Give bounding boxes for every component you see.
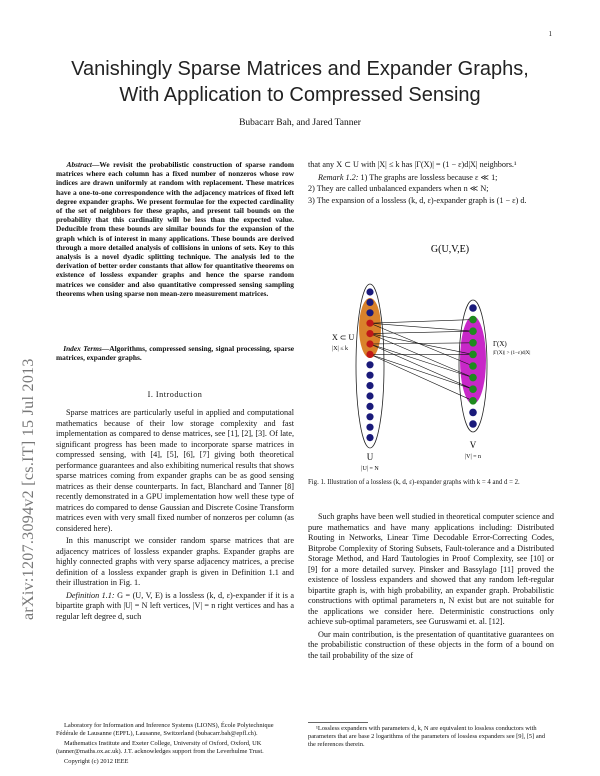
expander-graph-figure xyxy=(330,238,540,478)
title-line-2: With Application to Compressed Sensing xyxy=(119,84,481,106)
remark-item-1: 1) The graphs are lossless because ε ≪ 1; xyxy=(360,172,498,182)
neighbor-node xyxy=(469,316,477,324)
graph-edge xyxy=(370,344,473,389)
page-number: 1 xyxy=(548,30,552,38)
arxiv-identifier: arXiv:1207.3094v2 [cs.IT] 15 Jul 2013 xyxy=(20,358,37,620)
figure-caption: Fig. 1. Illustration of a lossless (k, d, ε)-expander graphs with k = 4 and d = 2. xyxy=(308,479,520,486)
graph-edge xyxy=(370,320,473,324)
right-set-sub: |Γ(X)| > (1−ε)d|X| xyxy=(493,350,531,356)
left-node xyxy=(366,382,373,389)
left-subset-fill xyxy=(359,298,381,358)
title-line-1: Vanishingly Sparse Matrices and Expander Graphs, xyxy=(71,58,529,80)
graph-edge xyxy=(370,344,473,378)
left-subset-node xyxy=(366,351,373,358)
abstract-label: Abstract xyxy=(66,160,92,169)
left-set-label: X ⊂ U xyxy=(332,333,355,342)
affiliation-1: Laboratory for Information and Inference Systems (LIONS), École Polytechnique Fédérale de Lausanne (EPFL), Lausanne, Switzerland (bubacarr.bah@epfl.ch). xyxy=(56,722,274,737)
graph-edge xyxy=(370,334,473,378)
left-subset-node xyxy=(366,320,373,327)
graph-edge xyxy=(370,354,473,400)
left-node xyxy=(366,299,373,306)
footnote-lossless: ¹Lossless expanders with parameters d, k, N are equivalent to lossless conductors with parameters that are base 2 logarithms of the parameters of lossless expanders see [9], [5] and the references therein. xyxy=(308,725,546,748)
left-node xyxy=(366,434,373,441)
intro-column xyxy=(56,408,294,624)
neighbor-node xyxy=(469,351,477,359)
left-subset-node xyxy=(366,330,373,337)
left-node xyxy=(366,361,373,368)
u-sub: |U| = N xyxy=(361,466,379,472)
index-terms-text: —Algorithms, compressed sensing, signal processing, sparse matrices, expander graphs. xyxy=(56,344,295,363)
intro-paragraph-2: In this manuscript we consider random sparse matrices that are adjacency matrices of lossless expander graphs. Expander graphs are highly connected graphs with very sparse adjacency matrices, a precise definition of a lossless expander graph is given in Definition 1.1 and their illustration in Fig. 1. xyxy=(56,536,294,587)
remark-label: Remark 1.2: xyxy=(318,172,359,182)
affiliation-2: Mathematics Institute and Exeter College, University of Oxford, Oxford, UK (tanner@maths.ox.ac.uk). J.T. acknowledges support from the Leverhulme Trust. xyxy=(56,740,264,755)
left-node xyxy=(366,424,373,431)
neighbor-node xyxy=(469,327,477,335)
footnote-left xyxy=(56,722,294,766)
copyright: Copyright (c) 2012 IEEE xyxy=(64,758,129,765)
v-sub: |V| = n xyxy=(464,454,482,460)
graph-edge xyxy=(370,331,473,333)
right-paragraph-1: Such graphs have been well studied in theoretical computer science and pure mathematics and have many applications including: Distributed Routing in Networks, Linear Time Decodable Error-Correcting Codes, Bitprobe Complexity of Storing Subsets, Fault-tolerance and a Distributed Storage Method, and Hard Tautologies in Proof Complexity, see [10] or [9] for a more detailed survey. Pinsker and Bassylago [11] proved the existence of lossless expanders and showed that any random left-regular bipartite graph is, with high probability, an expander graph. Probabilistic constructions with optimal parameters n, N exist but are not suitable for the applications we consider here. Deterministic constructions only achieve sub-optimal parameters, see Guruswami et. al. [12]. xyxy=(308,512,554,626)
neighbor-node xyxy=(469,385,477,393)
right-intro-line: that any X ⊂ U with |X| ≤ k has |Γ(X)| = (1 − ε)d|X| neighbors.¹ xyxy=(308,160,517,169)
right-node xyxy=(469,420,477,428)
right-column-body xyxy=(308,512,554,663)
graph-edge xyxy=(370,323,473,331)
left-set-sub: |X| ≤ k xyxy=(332,346,349,352)
left-node xyxy=(366,413,373,420)
v-label: V xyxy=(469,440,477,450)
right-set-label: Γ(X) xyxy=(493,340,507,348)
left-node xyxy=(366,372,373,379)
neighbor-node xyxy=(469,397,477,405)
right-node xyxy=(469,304,477,312)
graph-label: G(U,V,E) xyxy=(430,244,470,255)
abstract xyxy=(56,160,294,298)
definition-label: Definition 1.1: xyxy=(66,590,115,600)
definition xyxy=(56,591,294,623)
abstract-text: —We revisit the probabilistic construction of sparse random matrices where each column has a fixed number of nonzeros whose row indices are drawn uniformly at random with replacement. These matrices have a one-to-one correspondence with the adjacency matrices of fixed left degree expander graphs. We present formulae for the expected cardinality of the set of neighbors for these graphs, and present tail bounds on the probability that this cardinality will be less than the expected value. Deducible from these bounds are similar bounds for the expansion of the graph which is of interest in many applications. These bounds are derived through a more detailed analysis of collisions in unions of sets. Key to this analysis is a novel dyadic splitting technique. The analysis led to the derivation of better order constants that allow for quantitative theorems on existence of lossless expander graphs and hence the sparse random matrices we consider and also quantitative compressed sensing sampling theorems when using sparse non mean-zero measurement matrices. xyxy=(56,160,294,298)
section-heading: I. Introduction xyxy=(147,390,203,399)
neighbor-node xyxy=(469,339,477,347)
left-subset-node xyxy=(366,340,373,347)
paper-authors: Bubacarr Bah, and Jared Tanner xyxy=(239,118,361,128)
left-node xyxy=(366,392,373,399)
remark-item-2: 2) They are called unbalanced expanders when n ≪ N; xyxy=(308,184,489,193)
left-node xyxy=(366,403,373,410)
u-label: U xyxy=(366,452,374,462)
definition-text: G = (U, V, E) is a lossless (k, d, ε)-expander if it is a bipartite graph with |U| = N left vertices, |V| = n right vertices and has a regular left degree d, such xyxy=(56,590,294,621)
footnote-right xyxy=(308,722,554,749)
neighbor-node xyxy=(469,362,477,370)
right-column-top xyxy=(308,160,554,206)
right-paragraph-2: Our main contribution, is the presentation of quantitative guarantees on the probabilistic construction of these objects in the form of a bound on the tail probability of the size of xyxy=(308,629,554,660)
right-node xyxy=(469,409,477,417)
remark-item-3: 3) The expansion of a lossless (k, d, ε)-expander graph is (1 − ε) d. xyxy=(308,195,527,205)
neighbor-node xyxy=(469,374,477,382)
index-terms xyxy=(56,344,294,362)
index-terms-label: Index Terms xyxy=(63,344,102,353)
graph-edges xyxy=(370,320,473,401)
left-node xyxy=(366,288,373,295)
paper-title xyxy=(40,56,560,108)
intro-paragraph-1: Sparse matrices are particularly useful in applied and computational mathematics because of their low storage complexity and fast implementation as compared to dense matrices, see [1], [2], [3]. Of late, significant progress has been made to incorporate sparse matrices in compressed sensing, with [4], [5], [6], [7] giving both theoretical performance guarantees and also exhibiting numerical results that shows sparse matrices coming from expander graphs can be as good sensing matrices as their dense counterparts. In fact, Blanchard and Tanner [8] recently demonstrated in a GPU implementation how well these type of matrices do compared to dense Gaussian and Discrete Cosine Transform matrices even with very small fixed number of nonzeros per column (as considered here). xyxy=(56,408,294,533)
remark xyxy=(308,173,554,184)
left-node xyxy=(366,309,373,316)
